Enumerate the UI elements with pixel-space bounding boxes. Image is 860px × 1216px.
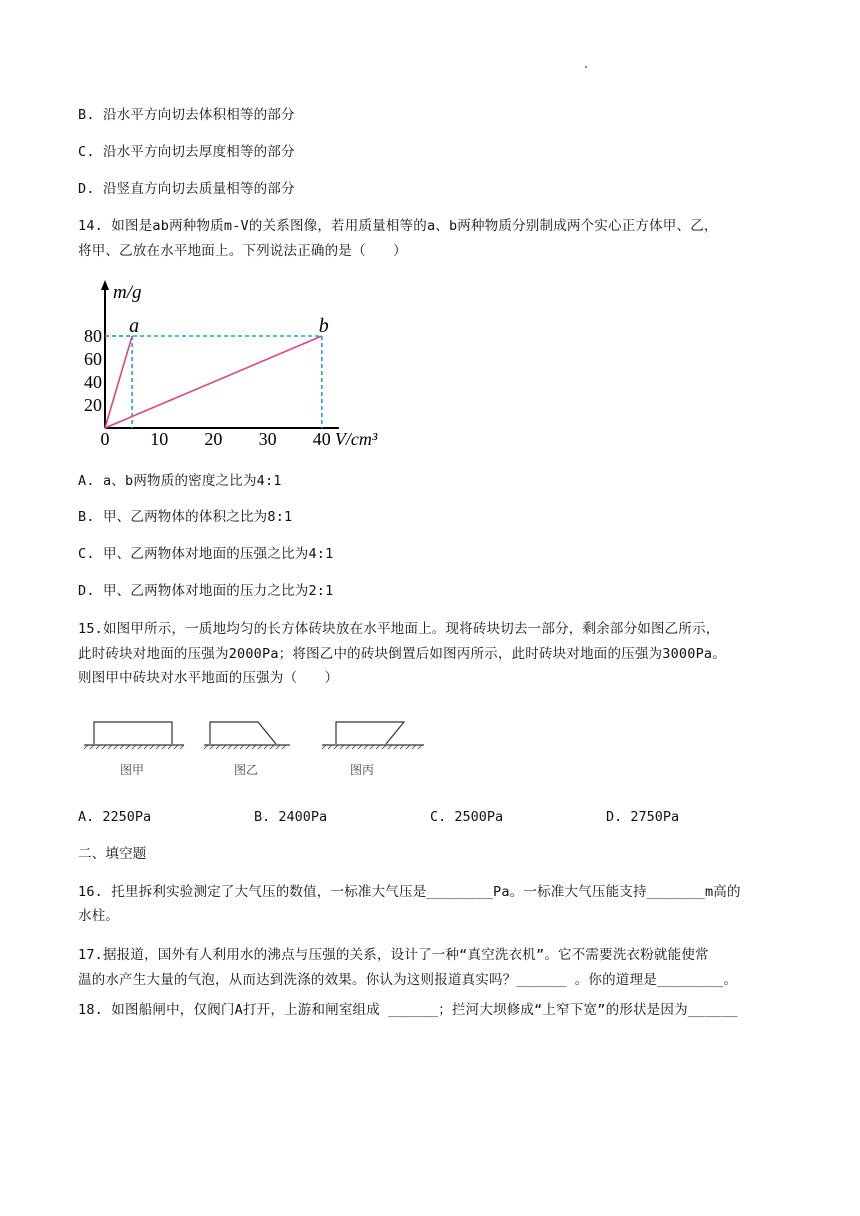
x-tick-label: 10 [150,429,169,449]
q14-option-a: A. a、b两物质的密度之比为4:1 [78,473,282,489]
fig-label-jia: 图甲 [120,763,145,777]
fig-label-bing: 图丙 [350,763,375,777]
section-title-fill-blank: 二、填空题 [78,846,147,862]
q16-line2: 水柱。 [78,908,120,924]
mv-chart [78,278,418,458]
q15-stem-line3: 则图甲中砖块对水平地面的压强为（ ） [78,670,339,686]
series-label-a: a [129,315,140,337]
y-tick-label: 60 [84,349,102,369]
q15-option-d: D. 2750Pa [606,809,680,825]
x-axis-label: V/cm³ [334,429,378,449]
x-tick-label: 20 [204,429,223,449]
q13-option-d: D. 沿竖直方向切去质量相等的部分 [78,181,295,197]
q14-option-b: B. 甲、乙两物体的体积之比为8:1 [78,509,293,525]
series-label-b: b [318,315,329,337]
q15-option-c: C. 2500Pa [430,809,504,825]
scan-dot [585,66,587,68]
x-tick-label: 40 [312,429,331,449]
figure-jia [84,722,184,749]
y-tick-label: 40 [84,372,102,392]
q15-option-b: B. 2400Pa [254,809,328,825]
series-line-b [105,336,322,428]
figure-yi [204,722,290,749]
q14-option-d: D. 甲、乙两物体对地面的压力之比为2:1 [78,583,334,599]
q13-option-b: B. 沿水平方向切去体积相等的部分 [78,107,295,123]
q15-stem-line1: 15.如图甲所示，一质地均匀的长方体砖块放在水平地面上。现将砖块切去一部分，剩余部分如图乙所示， [78,621,720,637]
q17-line1: 17.据报道，国外有人利用水的沸点与压强的关系，设计了一种“真空洗衣机”。它不需要洗衣粉就能使常 [78,947,709,963]
fig-label-yi: 图乙 [234,763,259,777]
x-tick-label: 0 [100,429,110,449]
q15-option-a: A. 2250Pa [78,809,152,825]
q14-option-c: C. 甲、乙两物体对地面的压强之比为4:1 [78,546,334,562]
y-tick-label: 20 [84,395,102,415]
q16-line1: 16. 托里拆利实验测定了大气压的数值，一标准大气压是________Pa。一标准大气压能支持_______m高的 [78,884,741,900]
q17-line2: 温的水产生大量的气泡，从而达到洗涤的效果。你认为这则报道真实吗？______ 。你的道理是________。 [78,972,738,988]
series-line-a [105,336,132,428]
figure-bing [322,722,424,749]
q18-line1: 18. 如图船闸中，仅阀门A打开，上游和闸室组成 ______；拦河大坝修成“上窄下宽”的形状是因为______ [78,1002,738,1018]
y-axis-label: m/g [113,282,142,303]
q13-option-c: C. 沿水平方向切去厚度相等的部分 [78,144,295,160]
q14-stem-line1: 14. 如图是ab两种物质m-V的关系图像，若用质量相等的a、b两种物质分别制成两个实心正方体甲、乙， [78,218,718,234]
y-axis-arrow [101,280,109,290]
y-tick-label: 80 [84,326,102,346]
q15-stem-line2: 此时砖块对地面的压强为2000Pa；将图乙中的砖块倒置后如图丙所示，此时砖块对地面的压强为3000Pa。 [78,646,726,662]
x-tick-label: 30 [258,429,277,449]
brick-figures [78,712,438,784]
q14-stem-line2: 将甲、乙放在水平地面上。下列说法正确的是（ ） [78,243,407,259]
